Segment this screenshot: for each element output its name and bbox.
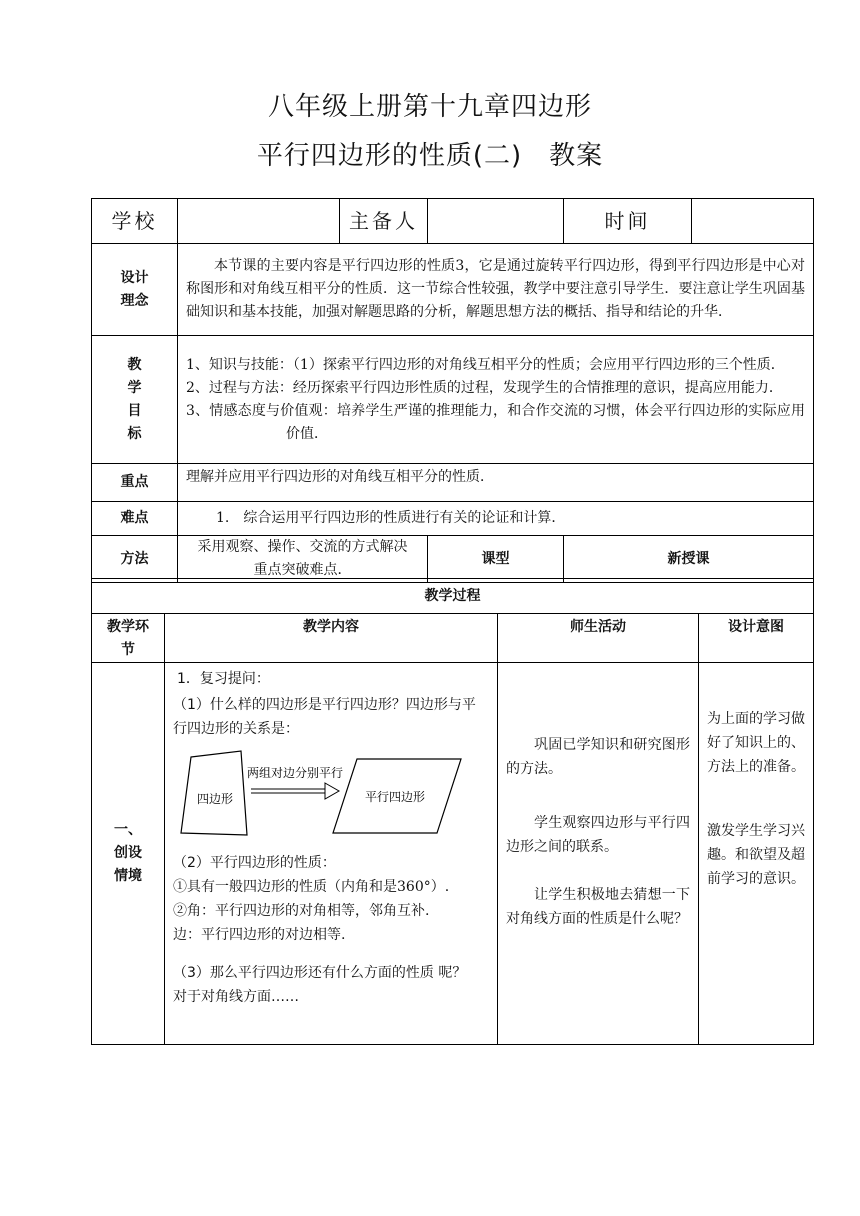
parallelogram-label: 平行四边形 — [364, 790, 426, 804]
header-content: 教学内容 — [165, 614, 498, 663]
method-label: 方法 — [92, 536, 178, 583]
activity-cell — [498, 663, 699, 1045]
content-line: 边：平行四边形的对边相等. — [173, 927, 346, 943]
header-activity: 师生活动 — [498, 614, 699, 663]
difficulty-text: 1. 综合运用平行四边形的性质进行有关的论证和计算． — [178, 502, 814, 536]
key-point-label: 重点 — [92, 464, 178, 502]
header-intent: 设计意图 — [699, 614, 814, 663]
header-stage: 教学环 节 — [92, 614, 165, 663]
stage-cell: 一、 创设 情境 — [92, 663, 165, 1045]
goal-item: 1、知识与技能：（1）探索平行四边形的对角线互相平分的性质；会应用平行四边形的三个性质． — [186, 356, 785, 373]
school-label: 学校 — [92, 199, 178, 244]
page-subtitle: 平行四边形的性质(二) 教案 — [256, 141, 604, 171]
concept-text: 本节课的主要内容是平行四边形的性质3，它是通过旋转平行四边形，得到平行四边形是中心对称图形和对角线互相平分的性质．这一节综合性较强，教学中要注意引导学生．要注意让学生巩固基础知识和基本技能，加强对解题思路的分析，解题思想方法的概括、指导和结论的升华． — [178, 244, 814, 336]
difficulty-label: 难点 — [92, 502, 178, 536]
arrow-label: 两组对边分别平行 — [246, 766, 344, 780]
content-line: 对于对角线方面…… — [173, 989, 299, 1005]
content-line: （2）平行四边形的性质： — [173, 855, 336, 871]
goals-label: 教 学 目 标 — [92, 336, 178, 464]
key-point-text: 理解并应用平行四边形的对角线互相平分的性质． — [178, 464, 814, 502]
time-value[interactable] — [692, 199, 814, 244]
intent-cell — [699, 663, 814, 1045]
activity-item: 巩固已学知识和研究图形的方法。 — [506, 737, 690, 777]
quadrilateral-diagram — [179, 745, 469, 845]
intent-item: 激发学生学习兴趣。和欲望及超前学习的意识。 — [707, 823, 805, 887]
process-title: 教学过程 — [92, 579, 814, 614]
content-line: （3）那么平行四边形还有什么方面的性质 呢？ — [173, 965, 467, 981]
content-line: （1）什么样的四边形是平行四边形？四边形与平行四边形的关系是： — [173, 697, 476, 737]
time-label: 时间 — [564, 199, 692, 244]
lesson-info-table — [91, 198, 814, 583]
lesson-type-value: 新授课 — [564, 536, 814, 583]
method-text: 采用观察、操作、交流的方式解决 重点突破难点． — [178, 536, 428, 583]
page-title: 八年级上册第十九章四边形 — [267, 92, 592, 122]
teaching-process-table — [91, 578, 814, 1045]
preparer-label: 主备人 — [340, 199, 428, 244]
activity-item: 学生观察四边形与平行四边形之间的联系。 — [506, 815, 690, 855]
intent-item: 为上面的学习做好了知识上的、方法上的准备。 — [707, 711, 805, 775]
content-line: 1．复习提问： — [177, 671, 270, 687]
content-line: ②角：平行四边形的对角相等，邻角互补. — [173, 903, 430, 919]
arrow-head — [325, 783, 339, 799]
goal-item: 3、情感态度与价值观：培养学生严谨的推理能力，和合作交流的习惯，体会平行四边形的实际应用价值． — [186, 402, 805, 442]
activity-item: 让学生积极地去猜想一下对角线方面的性质是什么呢？ — [506, 887, 690, 927]
quadrilateral-label: 四边形 — [196, 792, 234, 806]
goals-list — [178, 336, 814, 464]
concept-label: 设计 理念 — [92, 244, 178, 336]
lesson-type-label: 课型 — [428, 536, 564, 583]
preparer-value[interactable] — [428, 199, 564, 244]
school-value[interactable] — [178, 199, 340, 244]
content-line: ①具有一般四边形的性质（内角和是360°）. — [173, 879, 450, 895]
content-cell — [165, 663, 498, 1045]
goal-item: 2、过程与方法：经历探索平行四边形性质的过程，发现学生的合情推理的意识，提高应用能力． — [186, 379, 783, 396]
